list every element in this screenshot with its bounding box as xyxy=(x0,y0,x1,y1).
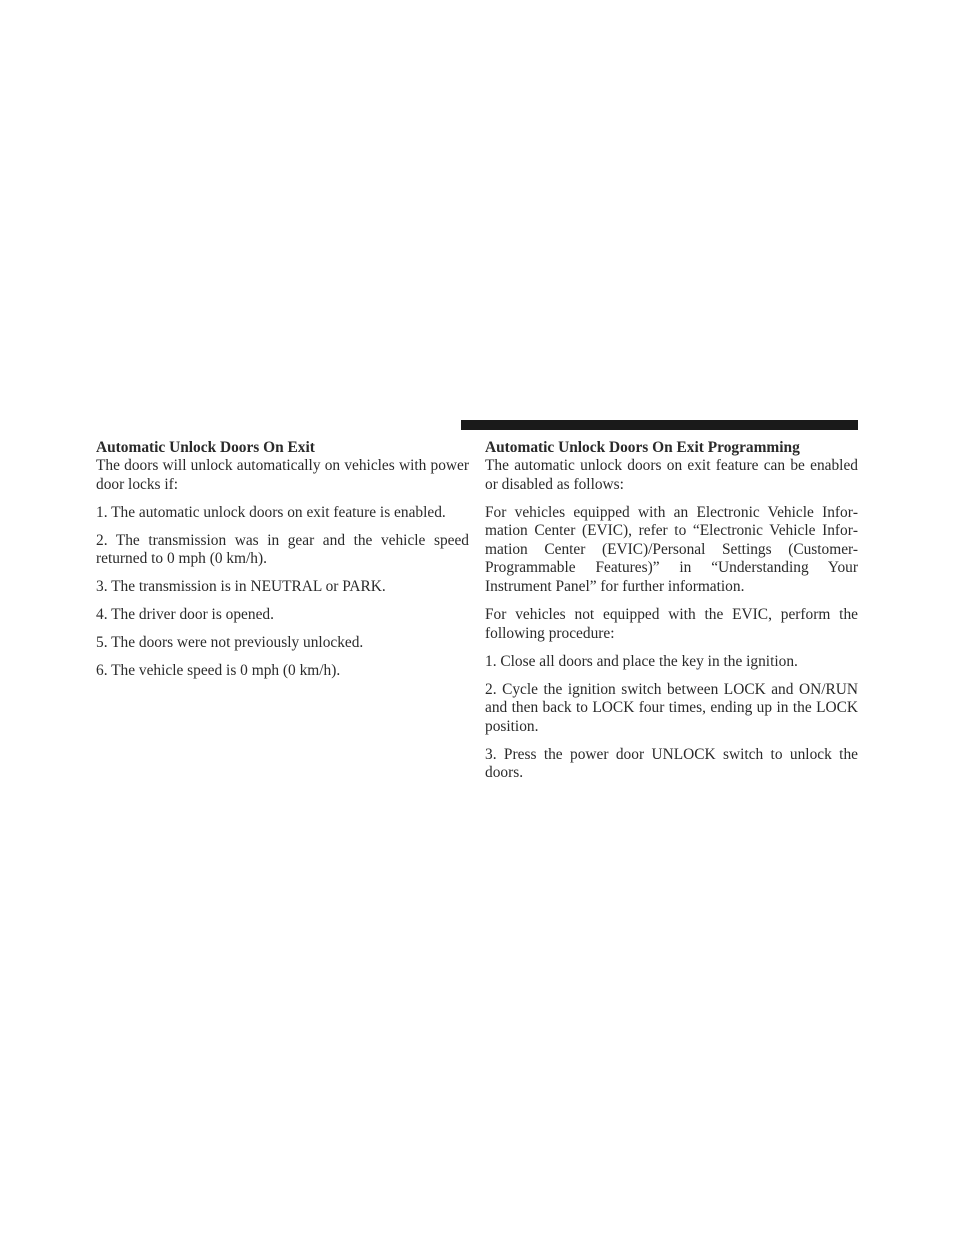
no-evic-paragraph: For vehicles not equipped with the EVIC, perform the following procedure: xyxy=(485,605,858,642)
procedure-step-3: 3. Press the power door UNLOCK switch to unlock the doors. xyxy=(485,745,858,782)
condition-item-4: 4. The driver door is opened. xyxy=(96,606,274,624)
programming-intro-paragraph: The automatic unlock doors on exit feature can be enabled or disabled as follows: xyxy=(485,457,858,493)
condition-item-2: 2. The transmission was in gear and the vehicle speed returned to 0 mph (0 km/h). xyxy=(96,531,469,568)
section-heading-unlock-on-exit: Automatic Unlock Doors On Exit xyxy=(96,439,315,456)
procedure-step-2: 2. Cycle the ignition switch between LOCK and ON/RUN and then back to LOCK four times, ending up in the LOCK position. xyxy=(485,680,858,735)
condition-item-3: 3. The transmission is in NEUTRAL or PARK. xyxy=(96,578,386,596)
procedure-step-1: 1. Close all doors and place the key in the ignition. xyxy=(485,652,798,670)
left-column xyxy=(96,438,469,690)
condition-item-5: 5. The doors were not previously unlocked. xyxy=(96,634,364,652)
section-header-rule xyxy=(461,420,858,430)
section-heading-programming: Automatic Unlock Doors On Exit Programming xyxy=(485,439,800,456)
evic-paragraph: For vehicles equipped with an Electronic Vehicle Information Center (EVIC), refer to “Electronic Vehicle Information Center (EVIC)/Personal Settings (Customer-Programmable Features)” in “Understanding Your Instrument Panel” for further information. xyxy=(485,503,858,595)
intro-paragraph: The doors will unlock automatically on vehicles with power door locks if: xyxy=(96,457,469,493)
condition-item-6: 6. The vehicle speed is 0 mph (0 km/h). xyxy=(96,662,341,680)
condition-item-1: 1. The automatic unlock doors on exit feature is enabled. xyxy=(96,503,446,521)
right-column xyxy=(485,438,858,792)
